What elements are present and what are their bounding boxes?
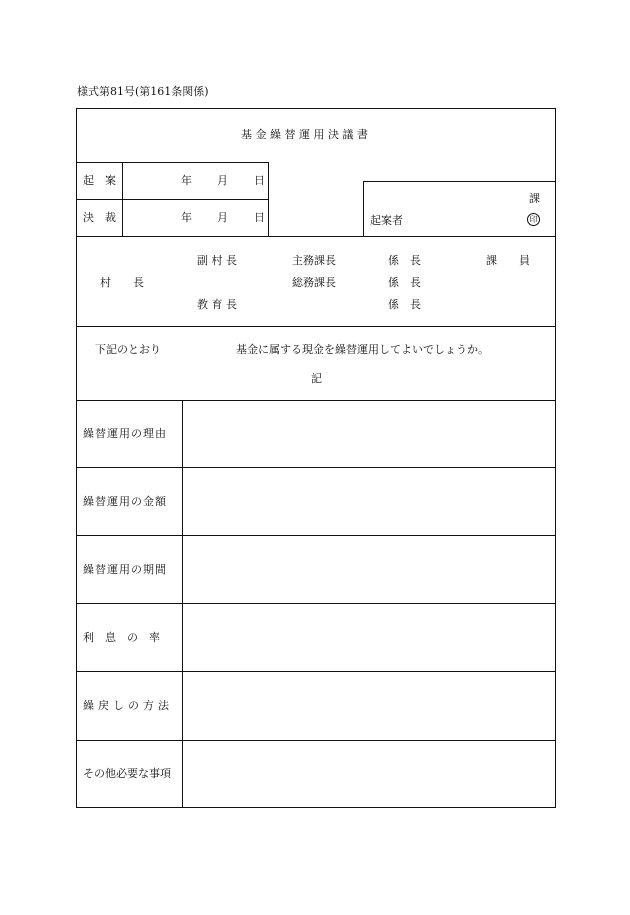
divider-title bbox=[76, 162, 268, 163]
row-label-amount: 繰替運用の金額 bbox=[83, 495, 167, 508]
divider-drafter-top bbox=[363, 181, 556, 182]
row-label-reason: 繰替運用の理由 bbox=[83, 427, 167, 440]
row-label-period: 繰替運用の期間 bbox=[83, 563, 167, 576]
proposal-label: 起 案 bbox=[83, 174, 116, 187]
row-label-other-matters: その他必要な事項 bbox=[83, 767, 171, 780]
body-ki: 記 bbox=[311, 372, 322, 385]
divider-row-label bbox=[182, 400, 183, 808]
divider-proposal bbox=[76, 199, 268, 200]
document-title: 基 金 繰 替 運 用 決 議 書 bbox=[241, 128, 368, 141]
divider-date-right bbox=[268, 162, 269, 236]
decision-label: 決 裁 bbox=[83, 211, 116, 224]
proposal-day: 日 bbox=[254, 174, 265, 187]
divider-date-label bbox=[122, 162, 123, 236]
row-label-repayment-method: 繰戻しの方法 bbox=[83, 699, 173, 712]
approval-clerk-head-3: 係 長 bbox=[388, 298, 421, 311]
approval-chief-manager: 主務課長 bbox=[292, 254, 336, 267]
approval-clerk-head-2: 係 長 bbox=[388, 276, 421, 289]
divider-row-3 bbox=[76, 603, 556, 604]
divider-approvals-top bbox=[76, 236, 556, 237]
drafter-section: 課 bbox=[529, 192, 540, 205]
body-lead: 下記のとおり bbox=[95, 343, 161, 356]
approval-section-staff: 課 員 bbox=[486, 254, 530, 267]
body-sentence: 基金に属する現金を繰替運用してよいでしょうか。 bbox=[236, 343, 489, 356]
proposal-year: 年 bbox=[181, 174, 192, 187]
divider-row-4 bbox=[76, 671, 556, 672]
decision-day: 日 bbox=[254, 211, 265, 224]
approval-clerk-head-1: 係 長 bbox=[388, 254, 421, 267]
approval-general-manager: 総務課長 bbox=[292, 276, 336, 289]
proposal-month: 月 bbox=[217, 174, 228, 187]
drafter-label: 起案者 bbox=[370, 214, 403, 227]
decision-month: 月 bbox=[217, 211, 228, 224]
row-label-interest-rate: 利 息 の 率 bbox=[83, 631, 160, 644]
seal-icon: 印 bbox=[527, 213, 540, 226]
divider-body-bottom bbox=[76, 400, 556, 401]
approval-mayor: 村 長 bbox=[100, 276, 144, 289]
approval-vice-mayor: 副 村 長 bbox=[197, 254, 237, 267]
decision-year: 年 bbox=[181, 211, 192, 224]
divider-row-2 bbox=[76, 535, 556, 536]
divider-row-1 bbox=[76, 467, 556, 468]
divider-row-5 bbox=[76, 740, 556, 741]
divider-approvals-bottom bbox=[76, 326, 556, 327]
divider-drafter-left bbox=[363, 181, 364, 236]
approval-education-head: 教 育 長 bbox=[197, 298, 237, 311]
form-number: 様式第81号(第161条関係) bbox=[77, 85, 209, 98]
